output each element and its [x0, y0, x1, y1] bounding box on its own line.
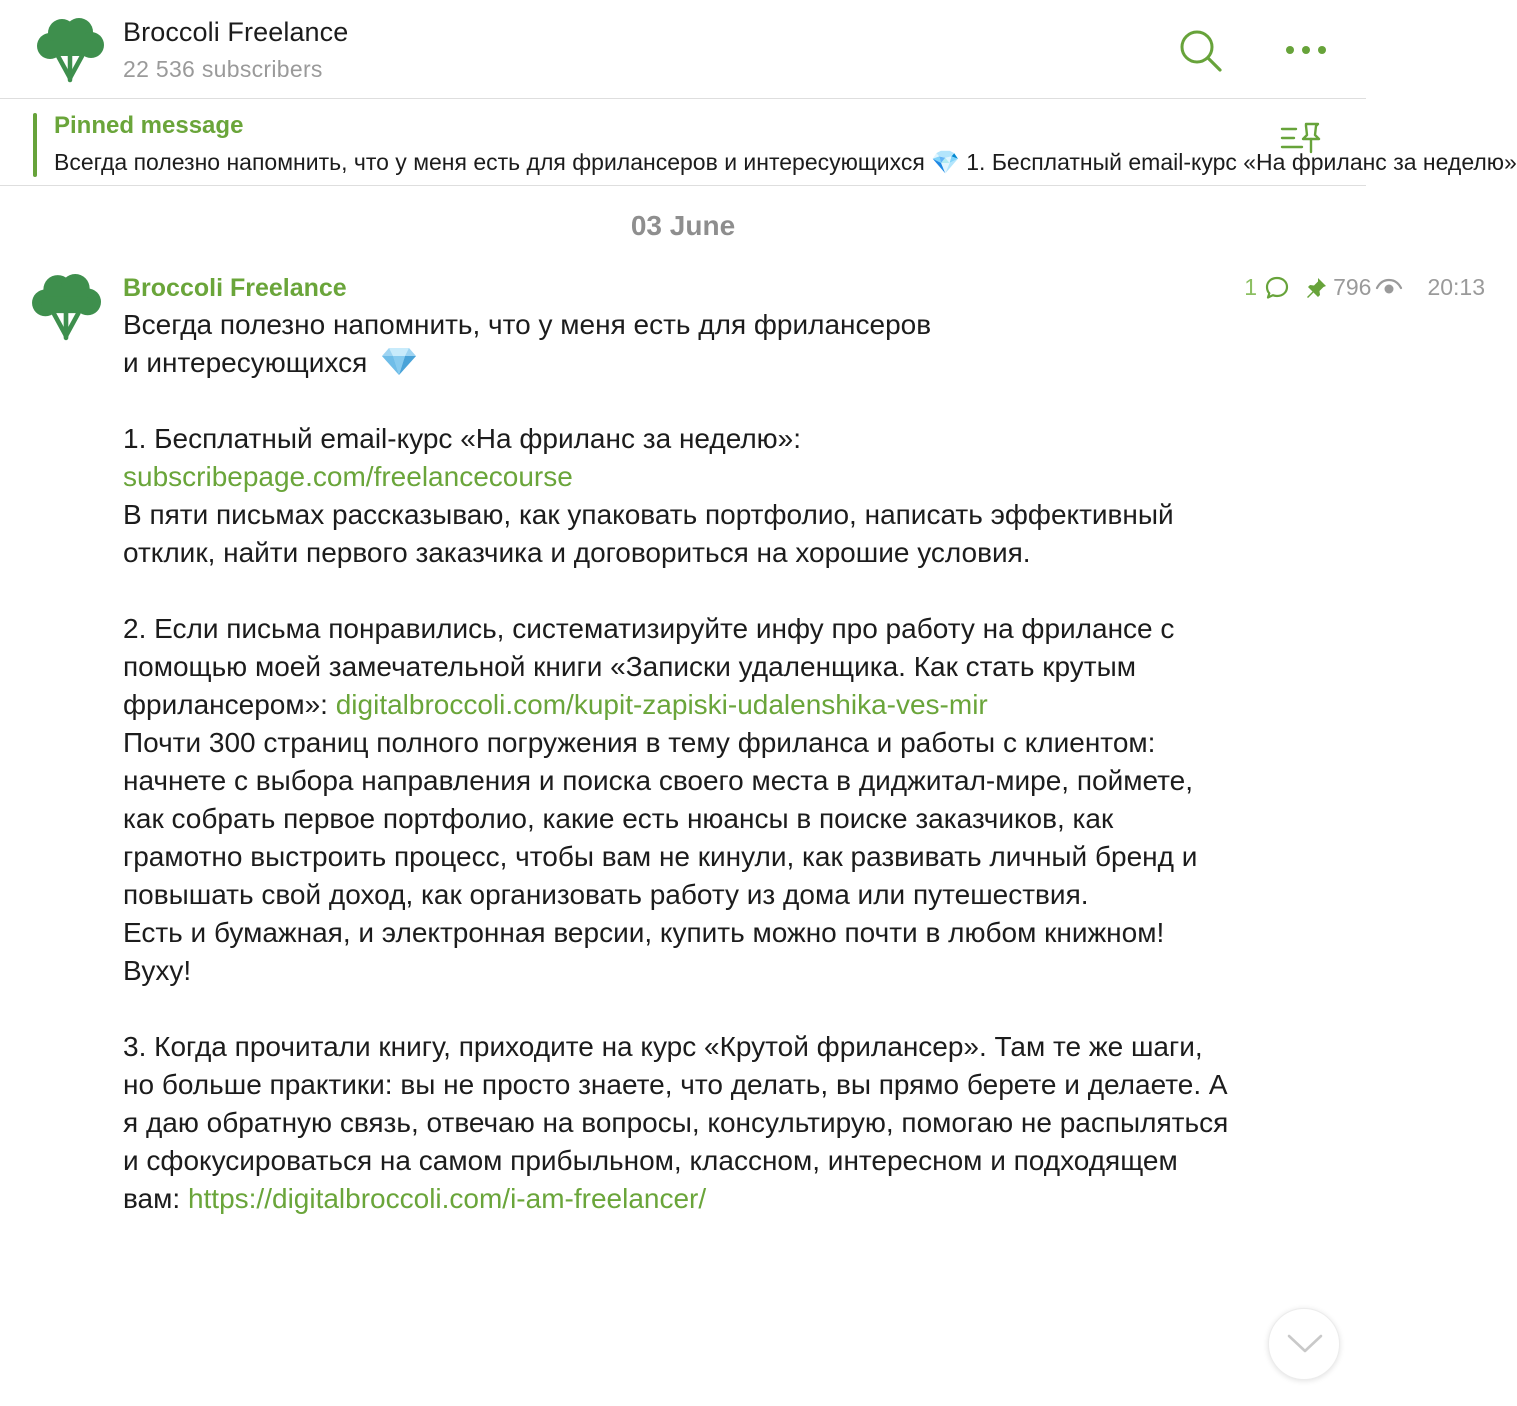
comment-icon[interactable]	[1263, 275, 1291, 301]
subscriber-count: 22 536 subscribers	[123, 56, 323, 82]
pin-list-icon[interactable]	[1280, 120, 1324, 156]
author-avatar-icon[interactable]	[31, 272, 101, 342]
intro-line-2: и интересующихся	[123, 347, 368, 378]
message-time: 20:13	[1427, 274, 1485, 300]
gem-icon	[381, 346, 417, 376]
pinned-message-bar[interactable]	[0, 100, 1517, 186]
pinned-accent-bar	[33, 113, 37, 177]
date-separator: 03 June	[630, 210, 736, 241]
message-body	[123, 306, 1233, 1218]
link-book[interactable]: digitalbroccoli.com/kupit-zapiski-udalenshika-ves-mir	[335, 689, 988, 720]
p1-description: В пяти письмах рассказываю, как упаковать портфолио, написать эффективный отклик, найти первого заказчика и договориться на хорошие условия.	[123, 499, 1174, 568]
broccoli-avatar-icon[interactable]	[36, 16, 104, 84]
p1-text: 1. Бесплатный email-курс «На фриланс за неделю»:	[123, 423, 802, 454]
more-dots-icon[interactable]	[1282, 34, 1330, 66]
message-meta	[1244, 274, 1485, 301]
intro-paragraph	[123, 306, 1233, 382]
pinned-icon	[1303, 275, 1329, 301]
paragraph-3	[123, 1028, 1233, 1218]
views-eye-icon	[1375, 277, 1403, 299]
paragraph-1	[123, 420, 1233, 572]
p3-text: 3. Когда прочитали книгу, приходите на курс «Крутой фрилансер». Там те же шаги, но больше практики: вы не просто знаете, что делать, вы прямо берете и делаете. А я даю обратную связь, отвечаю на вопросы, консультирую, помогаю не распыляться и сфокусироваться на самом прибыльном, классном, интересном и подходящем вам:	[123, 1031, 1229, 1214]
intro-line-1: Всегда полезно напомнить, что у меня есть для фрилансеров	[123, 309, 932, 340]
comment-count[interactable]: 1	[1244, 274, 1258, 300]
chevron-down-icon	[1287, 1333, 1323, 1355]
pinned-label: Pinned message	[54, 112, 244, 139]
chat-header	[0, 0, 1366, 99]
channel-title[interactable]: Broccoli Freelance	[123, 17, 349, 47]
scroll-to-bottom-button[interactable]	[1268, 1308, 1340, 1380]
paragraph-2	[123, 610, 1233, 990]
search-icon[interactable]	[1176, 26, 1226, 76]
pinned-text: Всегда полезно напомнить, что у меня есть для фрилансеров и интересующихся 💎 1. Бесплатный email-курс «На фриланс за неделю»	[54, 149, 1517, 175]
view-count: 796	[1333, 274, 1372, 300]
link-email-course[interactable]: subscribepage.com/freelancecourse	[123, 461, 573, 492]
link-course[interactable]: https://digitalbroccoli.com/i-am-freelancer/	[187, 1183, 707, 1214]
p2-extra: Есть и бумажная, и электронная версии, купить можно почти в любом книжном! Вуху!	[123, 917, 1165, 986]
p2-description: Почти 300 страниц полного погружения в тему фриланса и работы с клиентом: начнете с выбора направления и поиска своего места в диджитал-мире, поймете, как собрать первое портфолио, какие есть нюансы в поиске заказчиков, как грамотно выстроить процесс, чтобы вам не кинули, как развивать личный бренд и повышать свой доход, как организовать работу из дома или путешествия.	[123, 727, 1198, 910]
p2-text: 2. Если письма понравились, систематизируйте инфу про работу на фрилансе с помощью моей замечательной книги «Записки удаленщика. Как стать крутым фрилансером»:	[123, 613, 1175, 720]
message-author[interactable]: Broccoli Freelance	[123, 274, 347, 302]
